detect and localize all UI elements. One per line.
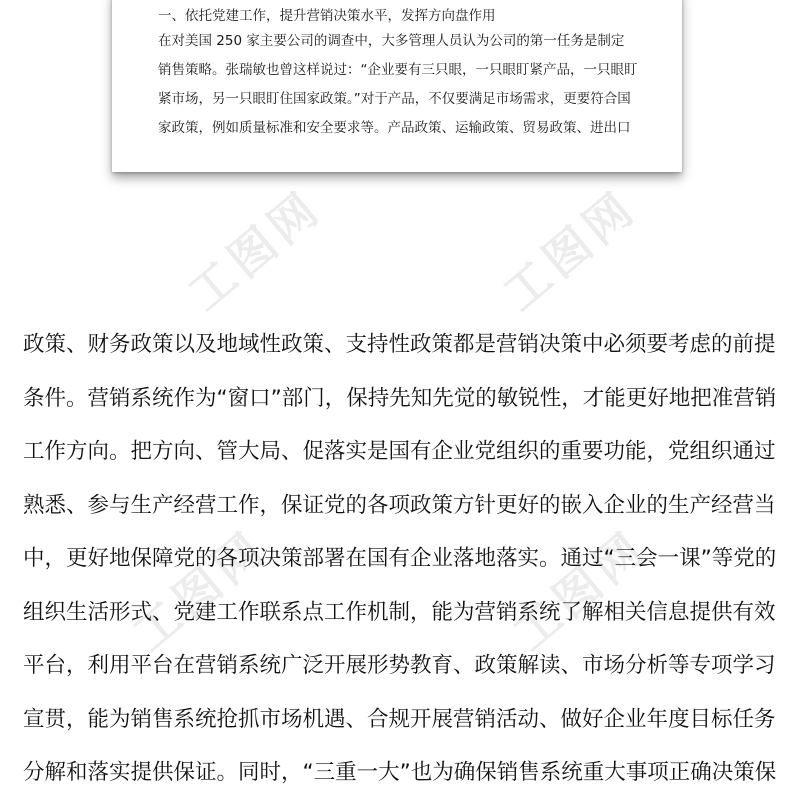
body-line: 分解和落实提供保证。同时，“三重一大”也为确保销售系统重大事项正确决策保 xyxy=(23,760,777,785)
body-line: 工作方向。把方向、管大局、促落实是国有企业党组织的重要功能，党组织通过 xyxy=(23,439,776,464)
watermark: 工图网 xyxy=(122,519,278,662)
watermark: 工图网 xyxy=(177,179,333,322)
body-line: 政策、财务政策以及地域性政策、支持性政策都是营销决策中必须要考虑的前提 xyxy=(23,332,776,357)
document-preview-card xyxy=(112,0,682,172)
body-line: 宣贯，能为销售系统抢抓市场机遇、合规开展营销活动、做好企业年度目标任务 xyxy=(23,706,776,732)
body-line: 熟悉、参与生产经营工作，保证党的各项政策方针更好的嵌入企业的生产经营当 xyxy=(23,492,776,518)
body-line: 中，更好地保障党的各项决策部署在国有企业落地落实。通过“三会一课”等党的 xyxy=(23,546,777,571)
body-line: 条件。营销系统作为“窗口”部门，保持先知先觉的敏锐性，才能更好地把准营销 xyxy=(23,385,777,411)
section-heading: 一、依托党建工作，提升营销决策水平，发挥方向盘作用 xyxy=(158,8,496,24)
watermark: 工图网 xyxy=(492,179,648,322)
preview-line: 紧市场，另一只眼盯住国家政策。”对于产品，不仅要满足市场需求，更要符合国 xyxy=(158,91,631,107)
body-line: 组织生活形式、党建工作联系点工作机制，能为营销系统了解相关信息提供有效 xyxy=(23,599,776,625)
preview-line: 家政策，例如质量标准和安全要求等。产品政策、运输政策、贸易政策、进出口 xyxy=(158,120,631,136)
preview-paragraph xyxy=(158,27,650,143)
preview-line: 在对美国 250 家主要公司的调查中，大多管理人员认为公司的第一任务是制定 xyxy=(158,33,625,49)
body-paragraph xyxy=(23,318,783,800)
preview-line: 销售策略。张瑞敏也曾这样说过：“企业要有三只眼，一只眼盯紧产品，一只眼盯 xyxy=(158,62,638,78)
body-line: 平台，利用平台在营销系统广泛开展形势教育、政策解读、市场分析等专项学习 xyxy=(23,653,776,678)
watermark: 工图网 xyxy=(502,519,658,662)
